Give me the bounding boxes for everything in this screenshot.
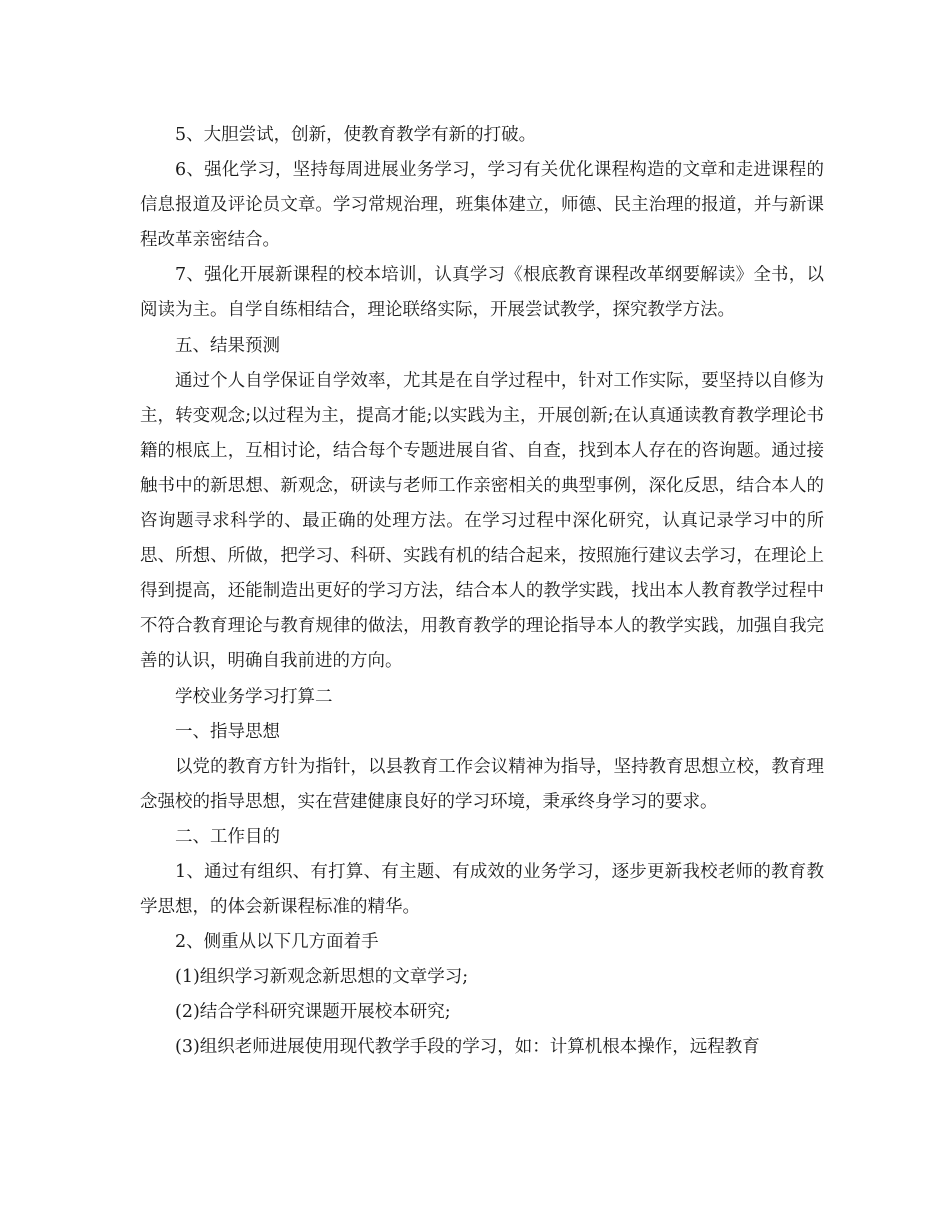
paragraph: 1、通过有组织、有打算、有主题、有成效的业务学习，逐步更新我校老师的教育教学思想，的体会新课程标准的精华。 [140,861,824,918]
paragraph: 5、大胆尝试，创新，使教育教学有新的打破。 [175,125,537,145]
list-item: 2、侧重从以下几方面着手 [175,932,379,953]
paragraph: 以党的教育方针为指针，以县教育工作会议精神为指导，坚持教育思想立校，教育理念强校的指导思想，实在营建健康良好的学习环境，秉承终身学习的要求。 [140,756,824,812]
paragraph: 通过个人自学保证自学效率，尤其是在自学过程中，针对工作实际，要坚持以自修为主，转变观念;以过程为主，提高才能;以实践为主，开展创新;在认真通读教育教学理论书籍的根底上，互相讨论，结合每个专题进展自省、自查，找到本人存在的咨询题。通过接触书中的新思想、新观念，研读与老师工作亲密相关的典型事例，深化反思，结合本人的咨询题寻求科学的、最正确的处理方法。在学习过程中深化研究，认真记录学习中的所思、所想、所做，把学习、科研、实践有机的结合起来，按照施行建议去学习，在理论上得到提高，还能制造出更好的学习方法，结合本人的教学实践，找出本人教育教学过程中不符合教育理论与教育规律的做法，用教育教学的理论指导本人的教学实践，加强自我完善的认识，明确自我前进的方向。 [140,370,824,672]
section-heading: 二、工作目的 [175,826,280,847]
list-item: (3)组织老师进展使用现代教学手段的学习，如：计算机根本操作，远程教育 [175,1037,760,1058]
paragraph: 6、强化学习，坚持每周进展业务学习，学习有关优化课程构造的文章和走进课程的信息报道及评论员文章。学习常规治理，班集体建立，师德、民主治理的报道，并与新课程改革亲密结合。 [140,160,824,251]
document-subtitle: 学校业务学习打算二 [175,686,333,707]
section-heading: 一、指导思想 [175,721,280,742]
paragraph: 7、强化开展新课程的校本培训，认真学习《根底教育课程改革纲要解读》全书，以阅读为主。自学自练相结合，理论联络实际，开展尝试教学，探究教学方法。 [140,265,824,321]
document-body [140,118,824,1066]
list-item: (2)结合学科研究课题开展校本研究; [175,1002,451,1023]
section-heading: 五、结果预测 [175,335,280,356]
list-item: (1)组织学习新观念新思想的文章学习; [175,967,469,988]
